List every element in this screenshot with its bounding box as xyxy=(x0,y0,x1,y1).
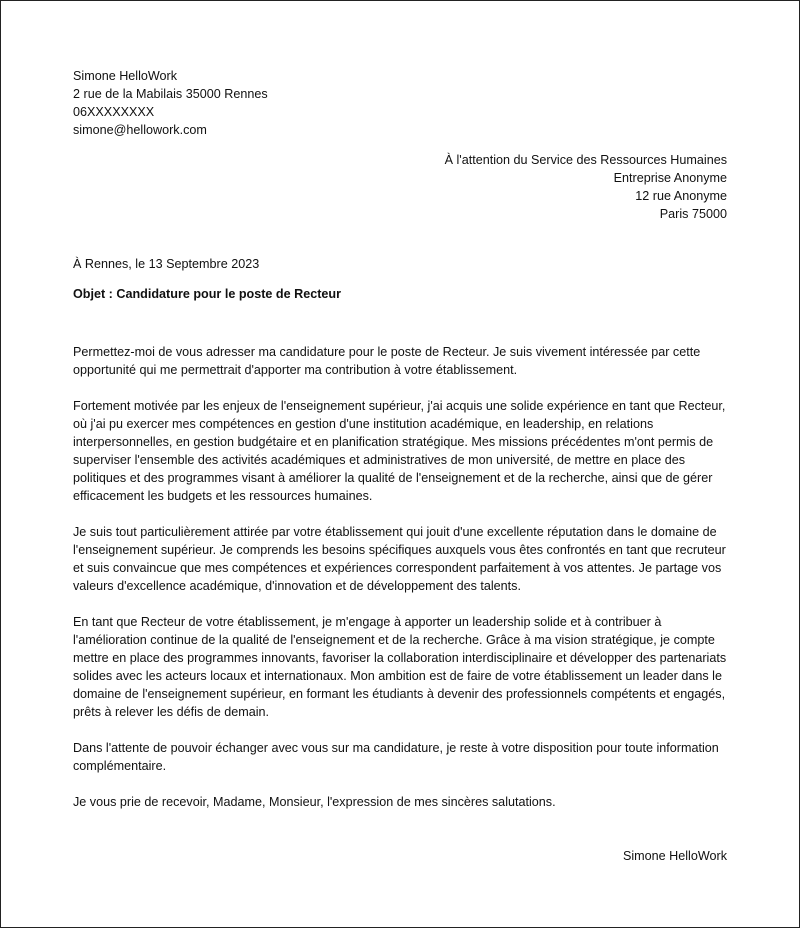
sender-address: 2 rue de la Mabilais 35000 Rennes xyxy=(73,87,268,101)
recipient-company: Entreprise Anonyme xyxy=(613,171,727,185)
body-paragraph: Fortement motivée par les enjeux de l'enseignement supérieur, j'ai acquis une solide expérience en tant que Recteur, où j'ai pu exercer mes compétences en gestion d'une institution académique, en leadership, en relations interpersonnelles, en gestion budgétaire et en planification stratégique. Mes missions précédentes m'ont permis de superviser l'ensemble des activités académiques et administratives de mon université, de mettre en place des politiques et des programmes visant à améliorer la qualité de l'enseignement et de la recherche, ainsi que de gérer efficacement les budgets et les ressources humaines. xyxy=(73,399,726,503)
body-paragraph: En tant que Recteur de votre établissement, je m'engage à apporter un leadership solide et à contribuer à l'amélioration continue de la qualité de l'enseignement et de la recherche. Grâce à ma vision stratégique, je compte mettre en place des programmes innovants, favoriser la collaboration interdisciplinaire et développer des partenariats solides avec les acteurs locaux et internationaux. Mon ambition est de faire de votre établissement un leader dans le domaine de l'enseignement supérieur, en formant les étudiants à devenir des professionnels compétents et engagés, prêts à relever les défis de demain. xyxy=(73,615,727,719)
letter-date: À Rennes, le 13 Septembre 2023 xyxy=(73,257,260,271)
sender-email: simone@hellowork.com xyxy=(73,123,207,137)
sender-name: Simone HelloWork xyxy=(73,69,178,83)
body-paragraph: Je vous prie de recevoir, Madame, Monsieur, l'expression de mes sincères salutations. xyxy=(73,795,556,809)
letter-body xyxy=(73,343,729,829)
body-paragraph: Permettez-moi de vous adresser ma candidature pour le poste de Recteur. Je suis vivement intéressée par cette opportunité qui me permettrait d'apporter ma contribution à votre établissement. xyxy=(73,345,701,377)
recipient-street: 12 rue Anonyme xyxy=(635,189,727,203)
letter-subject: Objet : Candidature pour le poste de Recteur xyxy=(73,287,342,301)
recipient-block xyxy=(445,151,727,223)
body-paragraph: Je suis tout particulièrement attirée par votre établissement qui jouit d'une excellente réputation dans le domaine de l'enseignement supérieur. Je comprends les besoins spécifiques auxquels vous êtes confrontés en tant que recruteur et suis convaincue que mes compétences et expériences correspondent parfaitement à vos attentes. Je partage vos valeurs d'excellence académique, d'innovation et de développement des talents. xyxy=(73,525,726,593)
recipient-city: Paris 75000 xyxy=(659,207,727,221)
recipient-attention: À l'attention du Service des Ressources Humaines xyxy=(444,153,727,167)
sender-block xyxy=(73,67,268,139)
letter-signature: Simone HelloWork xyxy=(622,849,727,863)
body-paragraph: Dans l'attente de pouvoir échanger avec vous sur ma candidature, je reste à votre disposition pour toute information complémentaire. xyxy=(73,741,719,773)
sender-phone: 06XXXXXXXX xyxy=(73,105,155,119)
